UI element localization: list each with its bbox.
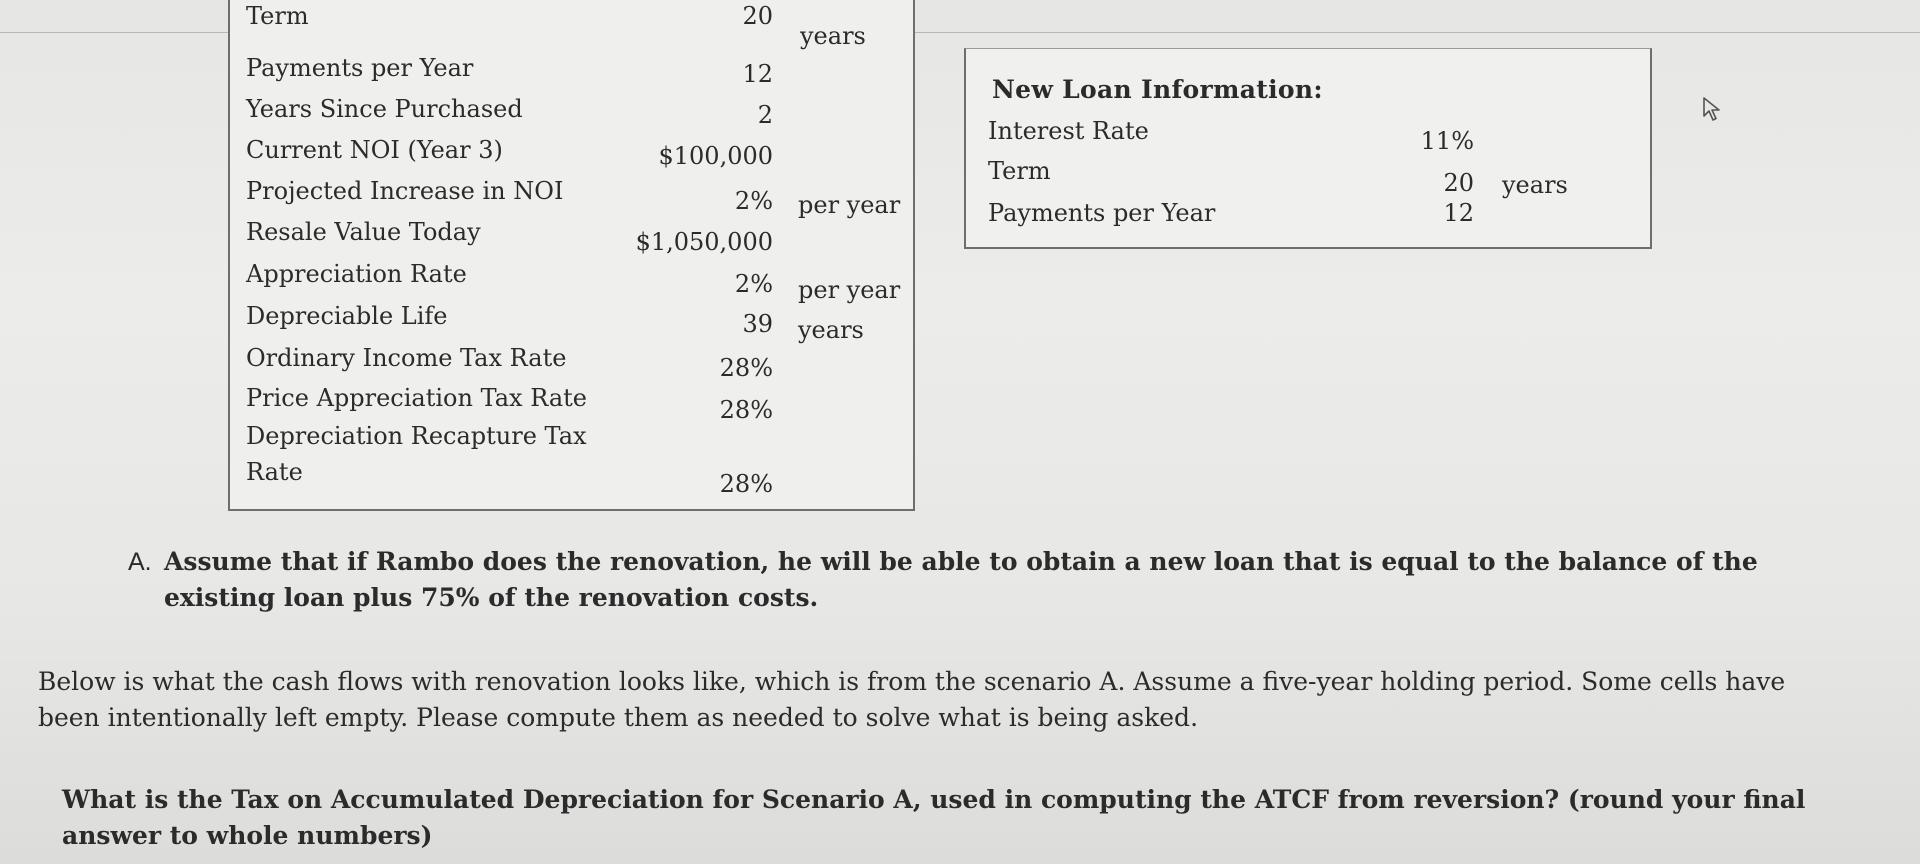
param-label: Term: [246, 2, 309, 30]
list-marker: A.: [128, 548, 152, 576]
table-row: [230, 177, 913, 217]
param-value: 28%: [719, 396, 773, 424]
param-unit: years: [798, 316, 864, 344]
param-value: 20: [742, 2, 773, 30]
table-row: [230, 136, 913, 176]
loan-label: Payments per Year: [988, 199, 1216, 227]
loan-value: 20: [1443, 169, 1474, 197]
table-row: [230, 218, 913, 258]
loan-value: 12: [1443, 199, 1474, 227]
table-row: [230, 422, 913, 502]
table-row: [230, 302, 913, 342]
instructions-paragraph: Below is what the cash flows with renovation looks like, which is from the scenario A. Assume a five-year holding period. Some cells have been intentionally left empty. Please compute them as needed to solve what is being asked.: [38, 667, 1786, 732]
param-value: 28%: [719, 354, 773, 382]
property-parameters-table: [228, 0, 915, 511]
param-label: Depreciation Recapture Tax: [246, 422, 587, 450]
new-loan-information-box: [964, 48, 1652, 249]
table-row: [966, 157, 1650, 197]
table-row: [230, 2, 913, 50]
param-label: Current NOI (Year 3): [246, 136, 503, 164]
param-value: $1,050,000: [635, 228, 773, 256]
table-row: [230, 384, 913, 424]
param-label: Projected Increase in NOI: [246, 177, 564, 205]
table-row: [230, 54, 913, 94]
loan-unit: years: [1502, 171, 1568, 199]
param-value: 2%: [734, 270, 773, 298]
loan-value: 11%: [1420, 127, 1474, 155]
param-label: Payments per Year: [246, 54, 474, 82]
table-row: [966, 199, 1650, 239]
param-label: Years Since Purchased: [246, 95, 523, 123]
new-loan-title: New Loan Information:: [992, 75, 1323, 104]
scenario-a-paragraph: [128, 544, 1828, 616]
param-unit: years: [800, 22, 866, 50]
scenario-a-text: Assume that if Rambo does the renovation, he will be able to obtain a new loan that is equal to the balance of the existing loan plus 75% of the renovation costs.: [164, 547, 1758, 612]
param-value: 39: [742, 310, 773, 338]
question-paragraph: What is the Tax on Accumulated Depreciation for Scenario A, used in computing the ATCF from reversion? (round your final answer to whole numbers): [62, 785, 1806, 850]
param-value: 2: [757, 101, 773, 129]
param-unit: per year: [798, 191, 901, 219]
mouse-pointer-icon: [1702, 96, 1724, 122]
param-label: Rate: [246, 458, 303, 486]
param-label: Price Appreciation Tax Rate: [246, 384, 587, 412]
param-value: 12: [742, 60, 773, 88]
loan-label: Term: [988, 157, 1051, 185]
table-row: [966, 117, 1650, 157]
param-label: Ordinary Income Tax Rate: [246, 344, 567, 372]
param-value: 28%: [719, 470, 773, 498]
param-label: Appreciation Rate: [246, 260, 467, 288]
param-value: 2%: [734, 187, 773, 215]
param-unit: per year: [798, 276, 901, 304]
table-row: [230, 95, 913, 135]
table-row: [230, 260, 913, 304]
loan-label: Interest Rate: [988, 117, 1149, 145]
param-label: Depreciable Life: [246, 302, 448, 330]
param-label: Resale Value Today: [246, 218, 481, 246]
table-row: [230, 344, 913, 384]
param-value: $100,000: [658, 142, 773, 170]
